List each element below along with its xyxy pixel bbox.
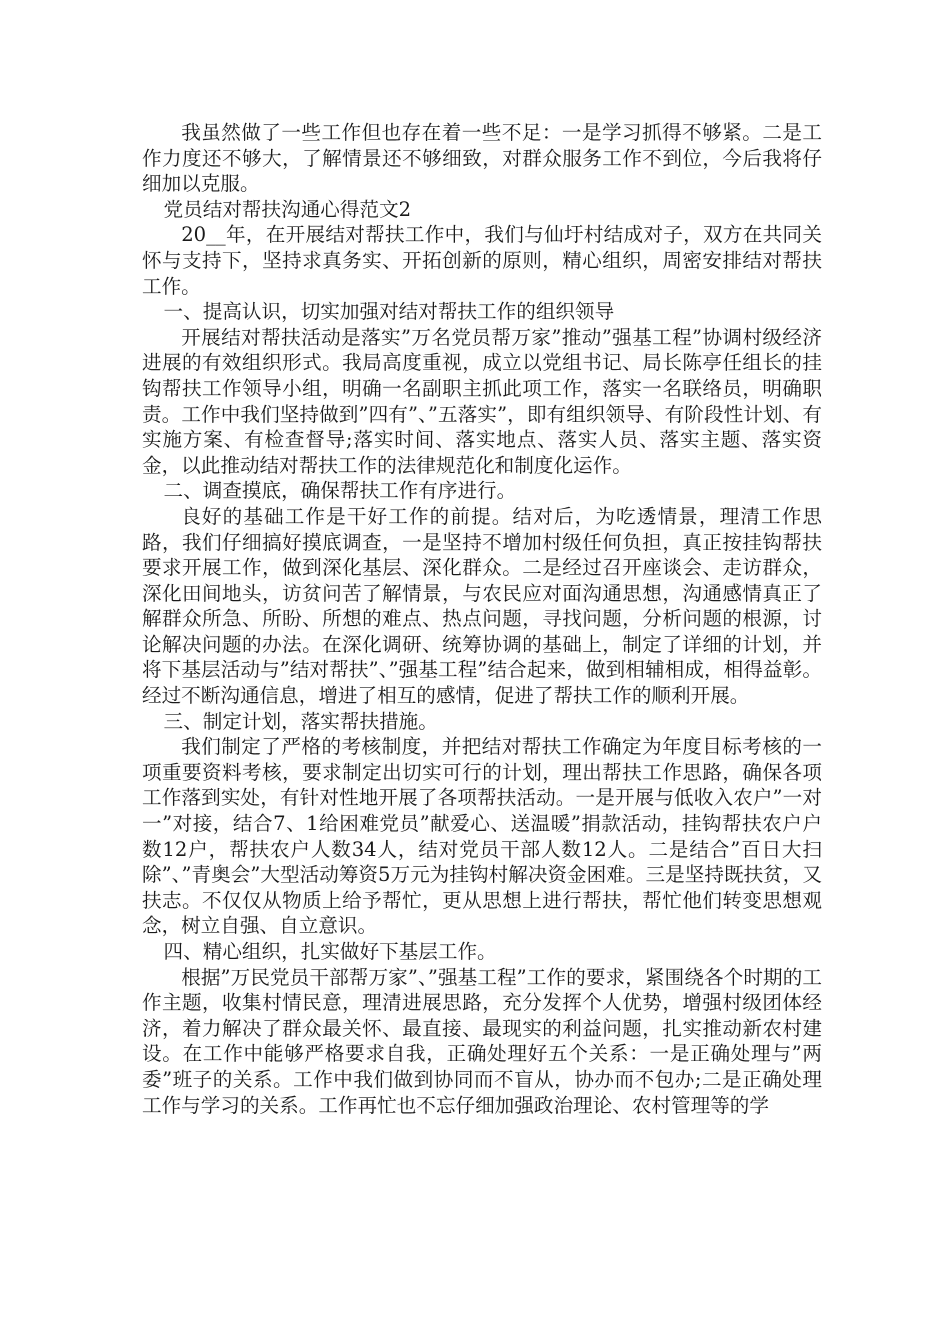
paragraph: 良好的基础工作是干好工作的前提。结对后，为吃透情景，理清工作思路，我们仔细搞好摸底调查，一是坚持不增加村级任何负担，真正按挂钩帮扶要求开展工作，做到深化基层、深化群众。二是经过召开座谈会、走访群众，深化田间地头，访贫问苦了解情景，与农民应对面沟通思想，沟通感情真正了解群众所急、所盼、所想的难点、热点问题，寻找问题，分析问题的根源，讨论解决问题的办法。在深化调研、统筹协调的基础上，制定了详细的计划，并将下基层活动与”结对帮扶”、”强基工程”结合起来，做到相辅相成，相得益彰。经过不断沟通信息，增进了相互的感情，促进了帮扶工作的顺利开展。 (142, 504, 822, 708)
paragraph: 20__年，在开展结对帮扶工作中，我们与仙圩村结成对子，双方在共同关怀与支持下，坚持求真务实、开拓创新的原则，精心组织，周密安排结对帮扶工作。 (142, 223, 822, 298)
document-body (142, 120, 822, 1118)
paragraph: 开展结对帮扶活动是落实”万名党员帮万家”推动”强基工程”协调村级经济进展的有效组织形式。我局高度重视，成立以党组书记、局长陈亭任组长的挂钩帮扶工作领导小组，明确一名副职主抓此项工作，落实一名联络员，明确职责。工作中我们坚持做到”四有”、”五落实”，即有组织领导、有阶段性计划、有实施方案、有检查督导;落实时间、落实地点、落实人员、落实主题、落实资金，以此推动结对帮扶工作的法律规范化和制度化运作。 (142, 325, 822, 477)
section-heading: 二、调查摸底，确保帮扶工作有序进行。 (163, 479, 517, 503)
section-heading: 一、提高认识，切实加强对结对帮扶工作的组织领导 (163, 300, 615, 324)
section-heading: 四、精心组织，扎实做好下基层工作。 (163, 940, 497, 963)
section-heading: 三、制定计划，落实帮扶措施。 (163, 709, 438, 733)
section-title: 党员结对帮扶沟通心得范文2 (163, 197, 412, 221)
paragraph: 我们制定了严格的考核制度，并把结对帮扶工作确定为年度目标考核的一项重要资料考核，要求制定出切实可行的计划，理出帮扶工作思路，确保各项工作落到实处，有针对性地开展了各项帮扶活动。一是开展与低收入农户”一对一”对接，结合7、1给困难党员”献爱心、送温暖”捐款活动，挂钩帮扶农户户数12户，帮扶农户人数34人，结对党员干部人数12人。二是结合”百日大扫除”、”青奥会”大型活动筹资5万元为挂钩村解决资金困难。三是坚持既扶贫，又扶志。不仅仅从物质上给予帮忙，更从思想上进行帮扶，帮忙他们转变思想观念，树立自强、自立意识。 (142, 735, 822, 938)
paragraph: 我虽然做了一些工作但也存在着一些不足：一是学习抓得不够紧。二是工作力度还不够大，了解情景还不够细致，对群众服务工作不到位，今后我将仔细加以克服。 (142, 121, 822, 196)
paragraph: 根据”万民党员干部帮万家”、”强基工程”工作的要求，紧围绕各个时期的工作主题，收集村情民意，理清进展思路，充分发挥个人优势，增强村级团体经济，着力解决了群众最关怀、最直接、最现实的利益问题，扎实推动新农村建设。在工作中能够严格要求自我，正确处理好五个关系：一是正确处理与”两委”班子的关系。工作中我们做到协同而不盲从，协办而不包办;二是正确处理工作与学习的关系。工作再忙也不忘仔细加强政治理论、农村管理等的学 (142, 965, 822, 1117)
